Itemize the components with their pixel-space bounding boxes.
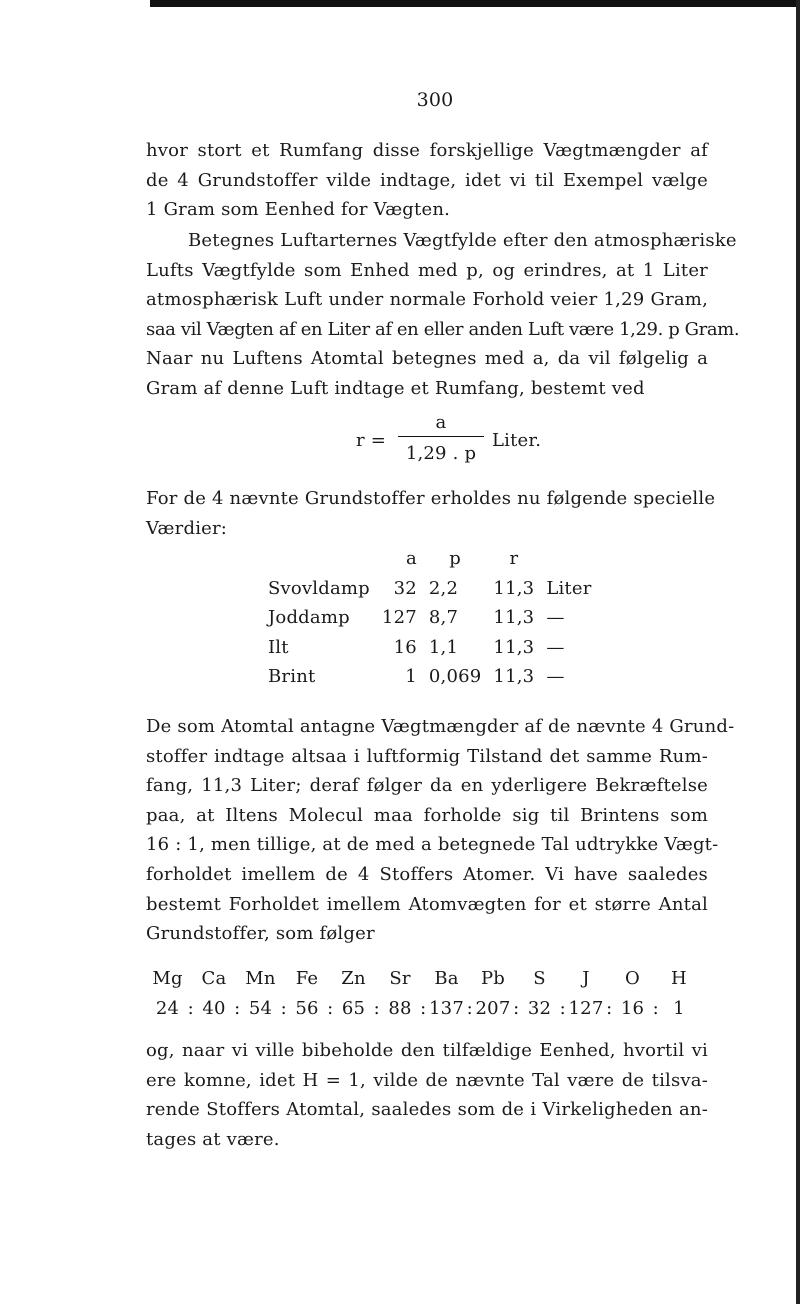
table-header-cell: r: [509, 548, 519, 569]
ratio-value: 137: [429, 998, 464, 1019]
element-symbol: S: [533, 968, 546, 989]
page-number: 300: [416, 89, 454, 111]
ratio-colon: :: [513, 998, 520, 1019]
table-cell: 1: [405, 666, 417, 688]
table-row: [262, 662, 598, 692]
ratio-colon: :: [466, 998, 473, 1019]
ratio-colon: :: [187, 998, 194, 1019]
text-line: atmosphærisk Luft under normale Forhold veier 1,29 Gram,: [146, 289, 708, 311]
table-cell: Ilt: [268, 636, 289, 658]
text-line: 1 Gram som Eenhed for Vægten.: [146, 199, 451, 221]
formula-unit: Liter.: [492, 430, 542, 451]
table-cell: 0,069: [428, 666, 482, 688]
element-symbol: H: [671, 968, 687, 989]
text-line: forholdet imellem de 4 Stoffers Atomer. Vi have saaledes: [146, 863, 708, 885]
table-row: [262, 633, 598, 663]
table-header-cell: [540, 544, 597, 574]
text-line: rende Stoffers Atomtal, saaledes som de i Virkeligheden an-: [146, 1099, 708, 1121]
ratio-value: 54: [248, 998, 273, 1019]
text-line: og, naar vi ville bibeholde den tilfældige Eenhed, hvortil vi: [146, 1040, 708, 1061]
paragraph-1: [146, 136, 708, 225]
element-symbol: J: [582, 968, 590, 989]
paragraph-4: [146, 712, 735, 949]
table-cell: Liter: [546, 577, 592, 599]
ratio-value: 40: [202, 998, 226, 1019]
text-line: tages at være.: [146, 1128, 280, 1150]
table-row: [262, 574, 598, 604]
text-line: fang, 11,3 Liter; deraf følger da en yderligere Bekræftelse: [146, 775, 708, 797]
ratio-value: 65: [341, 998, 366, 1019]
table-header-row: [262, 544, 598, 574]
table-cell: Joddamp: [268, 607, 350, 629]
table-cell: —: [546, 636, 565, 658]
values-table: [262, 544, 598, 692]
ratio-value: 24: [155, 998, 180, 1019]
table-header-cell: p: [449, 548, 462, 569]
text-line: hvor stort et Rumfang disse forskjellige Vægtmængder af: [146, 140, 708, 161]
text-line: ere komne, idet H = 1, vilde de nævnte Tal være de tilsva-: [146, 1069, 708, 1091]
formula-numerator: a: [435, 412, 447, 433]
element-symbol: Sr: [389, 968, 411, 989]
table-cell: Brint: [268, 666, 316, 688]
text-line: Grundstoffer, som følger: [146, 923, 375, 945]
text-line: paa, at Iltens Molecul maa forholde sig til Brintens som: [146, 804, 708, 826]
table-row: [262, 603, 598, 633]
ratio-value: 207: [475, 998, 511, 1019]
ratio-value: 127: [568, 998, 604, 1019]
text-line: bestemt Forholdet imellem Atomvægten for et større Antal: [146, 893, 708, 915]
element-symbol: Ba: [434, 968, 459, 989]
text-line: De som Atomtal antagne Vægtmængder af de nævnte 4 Grund-: [146, 716, 735, 737]
table-cell: —: [546, 666, 565, 688]
text-line: For de 4 nævnte Grundstoffer erholdes nu følgende specielle: [146, 488, 716, 509]
formula-denominator: 1,29 . p: [405, 443, 477, 464]
ratio-colon: :: [606, 998, 613, 1019]
ratio-colon: :: [559, 998, 566, 1019]
element-symbol: Mn: [245, 968, 276, 989]
element-symbol: Ca: [201, 968, 227, 989]
ratio-colon: :: [327, 998, 334, 1019]
table-cell: 16: [393, 636, 417, 658]
table-cell: 2,2: [428, 577, 459, 599]
ratio-value: 16: [620, 998, 645, 1019]
table-cell: 1,1: [428, 636, 459, 658]
table-cell: 11,3: [493, 636, 535, 658]
element-symbol: Mg: [152, 968, 183, 989]
table-cell: 11,3: [493, 607, 535, 629]
text-line: de 4 Grundstoffer vilde indtage, idet vi til Exempel vælge: [146, 169, 708, 191]
ratio-colon: :: [420, 998, 427, 1019]
element-symbol: O: [625, 968, 640, 989]
paragraph-3: [146, 484, 716, 543]
table-header-cell: [262, 544, 376, 574]
fraction-bar: [398, 436, 484, 437]
element-symbol: Zn: [341, 968, 366, 989]
text-line: stoffer indtage altsaa i luftformig Tilstand det samme Rum-: [146, 745, 708, 767]
table-cell: 8,7: [428, 607, 459, 629]
ratio-value: 56: [295, 998, 319, 1019]
ratio-colon: :: [652, 998, 659, 1019]
table-cell: 11,3: [493, 577, 535, 599]
text-line: 16 : 1, men tillige, at de med a betegnede Tal udtrykke Vægt-: [146, 834, 719, 856]
table-cell: 127: [381, 607, 417, 629]
paragraph-2: [146, 226, 740, 404]
table-cell: 11,3: [493, 666, 535, 688]
ratio-colon: :: [373, 998, 380, 1019]
table-cell: —: [546, 607, 565, 629]
element-symbol: Fe: [295, 968, 319, 989]
element-symbol-row: [150, 964, 710, 994]
text-line: saa vil Vægten af en Liter af en eller anden Luft være 1,29. p Gram.: [146, 318, 740, 340]
formula-fraction: [398, 408, 484, 469]
ratio-value: 1: [673, 998, 685, 1019]
text-line: Betegnes Luftarternes Vægtfylde efter den atmosphæriske: [188, 230, 737, 251]
ratio-value: 32: [527, 998, 552, 1019]
formula-lhs: r =: [356, 430, 387, 451]
element-symbol: Pb: [480, 968, 506, 989]
ratio-colon: :: [280, 998, 287, 1019]
text-line: Værdier:: [146, 517, 228, 539]
text-line: Naar nu Luftens Atomtal betegnes med a, da vil følgelig a: [146, 348, 708, 370]
ratio-value: 88: [388, 998, 412, 1019]
text-line: Gram af denne Luft indtage et Rumfang, bestemt ved: [146, 377, 645, 399]
atomic-ratio-row: [150, 994, 710, 1024]
ratio-colon: :: [234, 998, 241, 1019]
volume-formula: [356, 408, 556, 472]
paragraph-5: [146, 1036, 708, 1154]
table-cell: 32: [393, 577, 417, 599]
table-header-cell: a: [405, 548, 417, 569]
text-line: Lufts Vægtfylde som Enhed med p, og erindres, at 1 Liter: [146, 259, 708, 281]
table-cell: Svovldamp: [268, 577, 370, 599]
